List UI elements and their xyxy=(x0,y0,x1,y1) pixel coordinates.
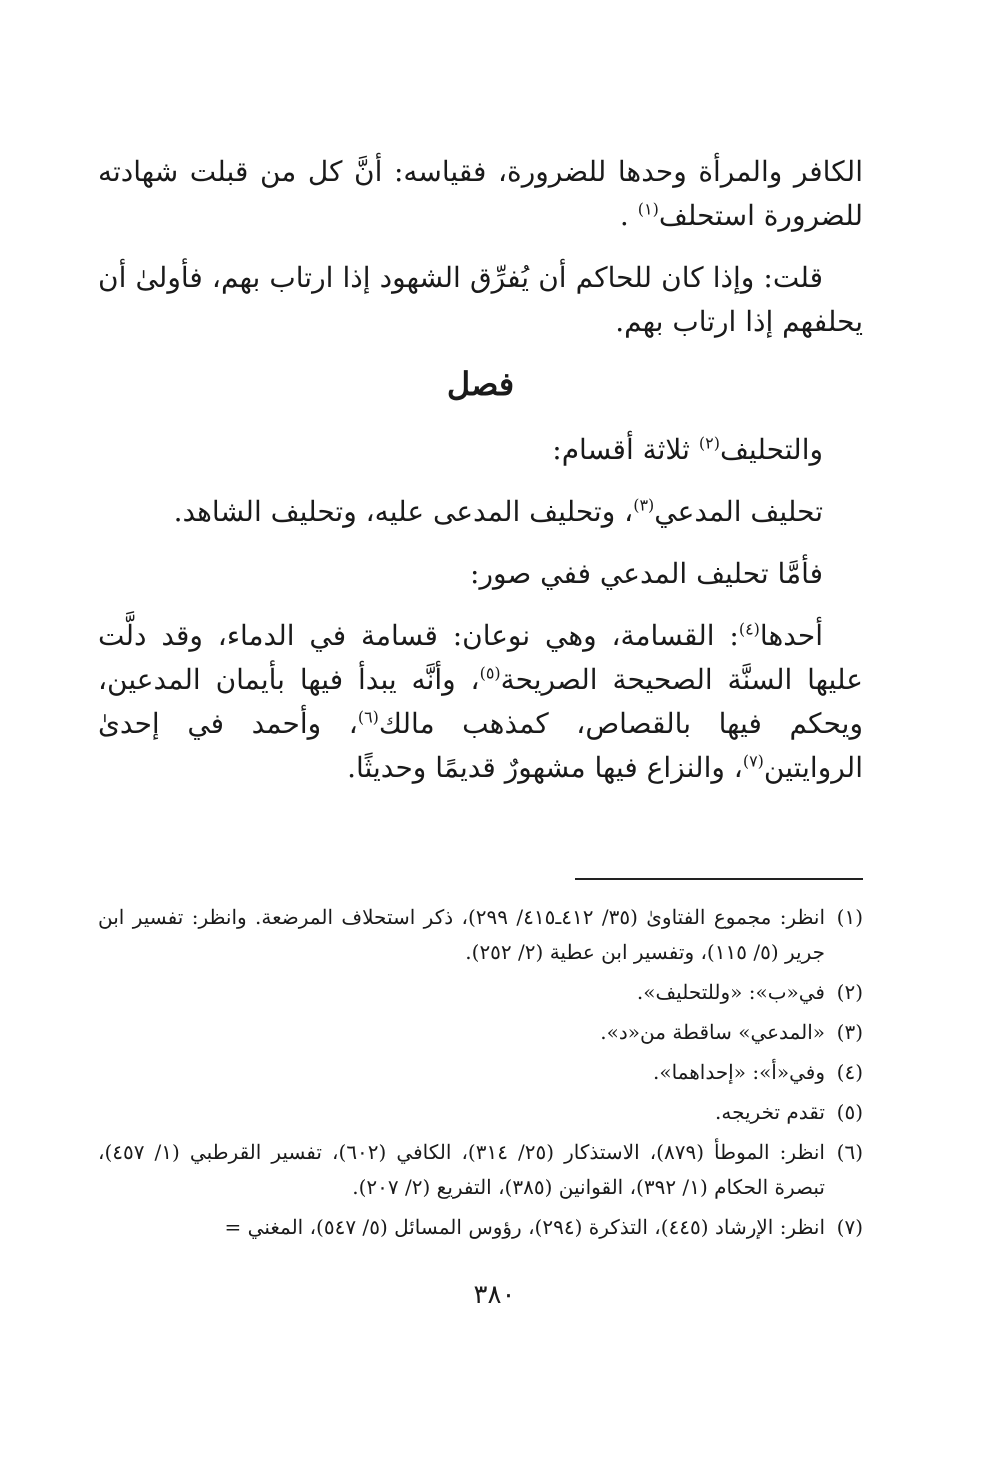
footnote-6 xyxy=(98,1135,863,1205)
footnote-ref-6[interactable]: (٦) xyxy=(357,707,379,727)
footnote-5 xyxy=(98,1095,863,1130)
footnotes xyxy=(98,900,863,1250)
footnote-divider xyxy=(575,878,863,880)
footnote-4 xyxy=(98,1055,863,1090)
paragraph-1-end: . xyxy=(619,199,629,232)
page-number: ٣٨٠ xyxy=(473,1280,516,1310)
section-heading: فصل xyxy=(446,365,515,403)
footnote-number: (٧) xyxy=(836,1215,863,1239)
paragraph-3-text-b: ثلاثة أقسام: xyxy=(552,433,699,466)
footnote-ref-1[interactable]: (١) xyxy=(637,199,659,219)
footnote-ref-2[interactable]: (٢) xyxy=(698,433,720,453)
footnote-ref-3[interactable]: (٣) xyxy=(633,495,655,515)
footnote-number: (٤) xyxy=(836,1060,863,1084)
footnote-7 xyxy=(98,1210,863,1245)
footnote-ref-7[interactable]: (٧) xyxy=(742,751,764,771)
paragraph-3-text-a: والتحليف xyxy=(719,433,823,466)
footnote-2 xyxy=(98,975,863,1010)
footnote-text: تقدم تخريجه. xyxy=(715,1100,825,1124)
footnote-text: انظر: الإرشاد (٤٤٥)، التذكرة (٢٩٤)، رؤوس المسائل (٥/ ٥٤٧)، المغني = xyxy=(224,1215,825,1239)
paragraph-6-text-d: ، وأحمد في إحدىٰ الروايتين xyxy=(98,707,863,784)
footnote-text: وفي«أ»: «إحداهما». xyxy=(652,1060,825,1084)
paragraph-1-text: الكافر والمرأة وحدها للضرورة، فقياسه: أنَّ كل من قبلت شهادته للضرورة استحلف xyxy=(98,155,863,232)
paragraph-6-text-b: : القسامة، وهي نوعان: قسامة في الدماء، وقد دلَّت عليها السنَّة الصحيحة الصريحة xyxy=(98,619,863,696)
paragraph-4-text-a: تحليف المدعي xyxy=(654,495,823,528)
footnote-text: في«ب»: «وللتحليف». xyxy=(636,980,825,1004)
paragraph-6-text-c: ، وأنَّه يبدأ فيها بأيمان المدعين، ويحكم فيها بالقصاص، كمذهب مالك xyxy=(98,663,863,740)
footnote-text: انظر: الموطأ (٨٧٩)، الاستذكار (٢٥/ ٣١٤)، الكافي (٦٠٢)، تفسير القرطبي (١/ ٤٥٧)، تبصرة الحكام (١/ ٣٩٢)، القوانين (٣٨٥)، التفريع (٢/ ٢٠٧). xyxy=(98,1140,825,1199)
paragraph-4 xyxy=(98,490,863,534)
footnote-text: انظر: مجموع الفتاوىٰ (٣٥/ ٤١٢ـ٤١٥/ ٢٩٩)، ذكر استحلاف المرضعة. وانظر: تفسير ابن جرير (٥/ ١١٥)، وتفسير ابن عطية (٢/ ٢٥٢). xyxy=(98,905,825,964)
footnote-number: (٦) xyxy=(836,1140,863,1164)
footnote-ref-4[interactable]: (٤) xyxy=(738,619,760,639)
paragraph-6 xyxy=(98,614,863,790)
paragraph-2: قلت: وإذا كان للحاكم أن يُفرِّق الشهود إذا ارتاب بهم، فأولىٰ أن يحلفهم إذا ارتاب بهم. xyxy=(98,261,863,338)
footnote-number: (١) xyxy=(836,905,863,929)
footnote-number: (٥) xyxy=(836,1100,863,1124)
main-text xyxy=(98,150,863,808)
paragraph-1 xyxy=(98,150,863,238)
paragraph-3 xyxy=(98,428,863,472)
paragraph-4-text-b: ، وتحليف المدعى عليه، وتحليف الشاهد. xyxy=(173,495,634,528)
footnote-number: (٢) xyxy=(836,980,863,1004)
footnote-1 xyxy=(98,900,863,970)
footnote-number: (٣) xyxy=(836,1020,863,1044)
paragraph-6-text-e: ، والنزاع فيها مشهورٌ قديمًا وحديثًا. xyxy=(347,751,743,784)
paragraph-5: فأمَّا تحليف المدعي ففي صور: xyxy=(470,557,823,590)
paragraph-6-text-a: أحدها xyxy=(759,619,823,652)
footnote-ref-5[interactable]: (٥) xyxy=(479,663,501,683)
footnote-3 xyxy=(98,1015,863,1050)
footnote-text: «المدعي» ساقطة من«د». xyxy=(600,1020,825,1044)
